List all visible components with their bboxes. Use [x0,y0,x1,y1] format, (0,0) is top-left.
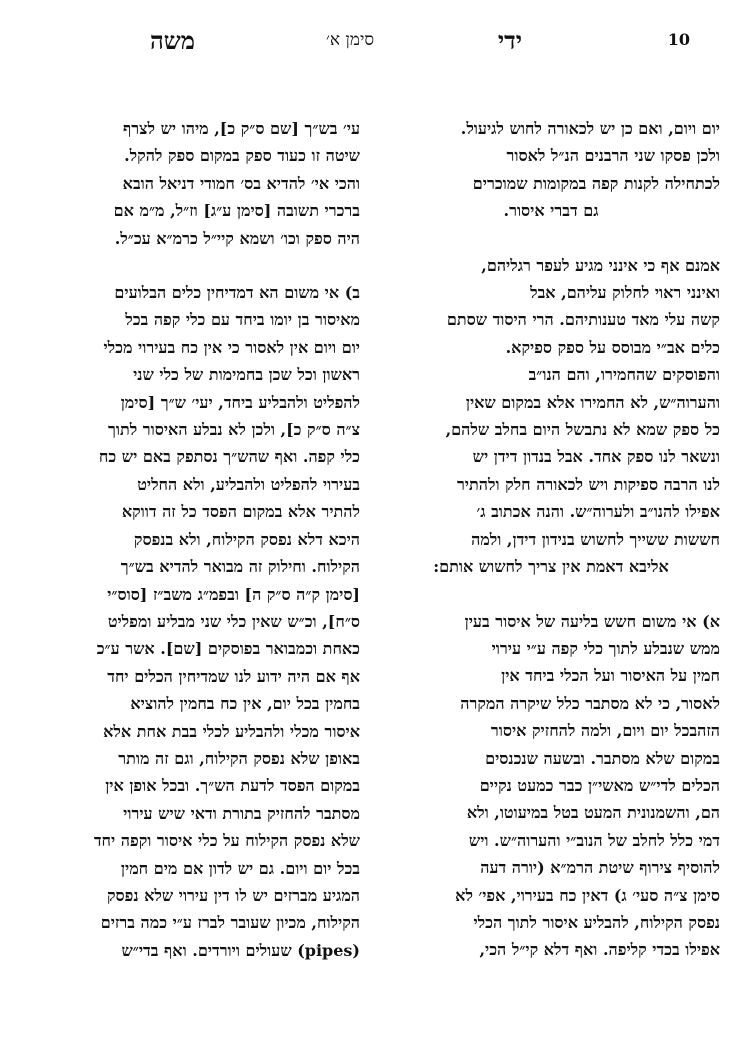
text-line: היה ספק וכו׳ ושמא קיי״ל כרמ״א עכ״ל. [114,228,360,248]
text-span: אי משום חשש בליעה של איסור בעין [464,611,697,631]
text-line: ממש שנבלע לתוך כלי קפה ע״י עירוי [491,638,720,658]
text-line: לכתחילה לקנות קפה במקומות שמוכרים [472,173,720,193]
text-line [382,252,720,279]
text-line: והכי אי׳ להדיא בס׳ חמודי דניאל הובא [122,173,360,193]
text-line: ס״ח], וכ״ש שאין כלי שני מבליע ומפליט [107,611,360,631]
text-line [30,279,360,306]
text-line: גם דברי איסור. [503,201,599,221]
text-line: הקילוח. וחילוק זה מבואר להדיא בש״ך [120,557,360,577]
text-line: במקום הפסד לדעת הש״ך. ובכל אופן אין [105,776,360,796]
text-line: ברכרי תשובה [סימן ע״ג] וז״ל, מ״מ אם [113,201,360,221]
text-line: בעירוי להפליט ולהבליע, ולא החליט [137,474,360,494]
text-line: במקום שלא מסתבר. ובשעה שנכנסים [485,748,720,768]
text-line: ראשון וכל שכן בחמימות של כלי שני [133,365,360,385]
right-column [382,115,720,964]
text-line: שלא נפסק הקילוח על כלי איסור וקפה יחד [93,831,360,851]
text-line: להתיר אלא במקום הפסד כל זה דווקא [121,502,360,522]
text-line: (pipes) שעולים ויורדים. ואף בדי״ש [121,940,360,960]
text-line: ולכן פסקו שני הרבנים הנ״ל לאסור [506,146,720,166]
text-line: באופן שלא נפסק הקילוח, וגם זה מותר [118,748,360,768]
text-line: בחמין בכל יום, אין כח בחמין להוציא [130,694,360,714]
text-line: סימן צ״ה סעי׳ ג) דאין כח בעירוי, אפי׳ לא [455,885,720,905]
text-line: צ״ה ס״ק כ], ולכן לא נבלע האיסור לתוך [108,420,360,440]
text-line: [סימן ק״ה ס״ק ה] ובפמ״ג משב״ז [סוס״י [107,584,360,604]
page-header [0,26,750,60]
text-line: יום ויום אין לאסור כי אין כח בעירוי מכלי [103,337,360,357]
text-line: ואינני ראוי לחלוק עליהם, אבל [530,283,720,303]
text-line: לאסור, כי לא מסתבר כלל שיקרה המקרה [460,693,720,713]
paragraph-lead-word: אמנם [685,255,720,275]
text-line: כלים אב״י מבוסס על ספק ספיקא. [505,337,720,357]
text-line: לנו הרבה ספיקות ויש לכאורה חלק ולהתיר [456,474,720,494]
running-title-right: ידי [497,26,522,55]
text-line: נפסק הקילוח, להבליע איסור לתוך הכלי [473,912,720,932]
text-line: כאחת וכמבואר בפוסקים [שם]. אשר ע״כ [96,639,360,659]
text-line: עי׳ בש״ך [שם ס״ק כ], מיהו יש לצרף [122,119,360,138]
text-span: אי משום הא דמדיחין כלים הבלועים [114,283,340,303]
siman-label: סימן א׳ [326,30,375,50]
text-line: איסור מכלי ולהבליע לכלי בבת אחת אלא [103,721,360,741]
section-label-alef: א) [702,611,720,631]
text-line: חששות ששייך לחשוש בנידון דידן, ולמה [471,529,720,549]
text-line: והפוסקים שהחמירו, והם הנו״ב [528,365,720,385]
text-line: מאיסור בן יומו ביחד עם כלי קפה בכל [125,310,360,330]
section-label-bet: ב) [344,283,360,303]
text-line: יום ויום, ואם כן יש לכאורה לחוש לגיעול. [460,119,720,138]
text-line: להוסיף צירוף שיטת הרמ״א (יורה דעה [480,858,720,878]
left-column [30,115,360,964]
text-line: בכל יום ויום. גם יש לדון אם מים חמין [120,858,360,878]
text-line: שיטה זו כעוד ספק במקום ספק להקל. [124,146,360,166]
text-line: והערוה״ש, לא החמירו אלא במקום שאין [465,392,720,412]
text-line: חמין על האיסור ועל הכלי ביחד אין [501,666,720,686]
text-line: מסתבר להחזיק בתורת ודאי שיש עירוי [123,803,360,823]
text-line: כלי קפה. ואף שהש״ך נסתפק באם יש כח [98,447,360,467]
running-title-left: משה [150,26,196,55]
text-line: להפליט ולהבליע ביחד, יעי׳ ש״ך [סימן [120,392,360,412]
page-number: 10 [667,30,690,49]
text-line: הם, והשמנונית המעט בטל במיעוטו, ולא [466,803,720,823]
text-line: היכא דלא נפסק הקילוח, ולא בנפסק [133,529,360,549]
text-line: אליבא דאמת אין צריך לחשוש אותם: [433,557,669,577]
text-line: ונשאר לנו ספק אחד. אבל בנדון דידן יש [472,447,720,467]
text-line: הכלים לדי״ש מאשי״ן כבר כמעט נקיים [479,775,720,795]
text-line: אפילו להנו״ב ולערוה״ש. והנה אכתוב ג׳ [476,502,720,522]
text-span: אף כי אינני מגיע לעפר רגליהם, [481,255,680,275]
text-line: אפילו בכדי קליפה. ואף דלא קי״ל הכי, [479,940,720,960]
text-line: דמי כלל לחלב של הנוב״י והערוה״ש. ויש [468,830,720,850]
text-line [382,608,720,635]
text-line: אף אם היה ידוע לנו שמדיחין הכלים יחד [107,666,360,686]
text-line: קשה עלי מאד טענותיהם. הרי היסוד שסתם [446,310,720,330]
text-line: הזהבכל יום ויום, ולמה להחזיק איסור [490,721,720,741]
text-line: המגיע מברזים יש לו דין עירוי שלא נפסק [106,885,360,905]
text-line: הקילוח, מכיון שעובר לברז ע״י כמה ברזים [100,913,360,933]
text-line: כל ספק שמא לא נתבשל היום בחלב שלהם, [445,420,720,440]
